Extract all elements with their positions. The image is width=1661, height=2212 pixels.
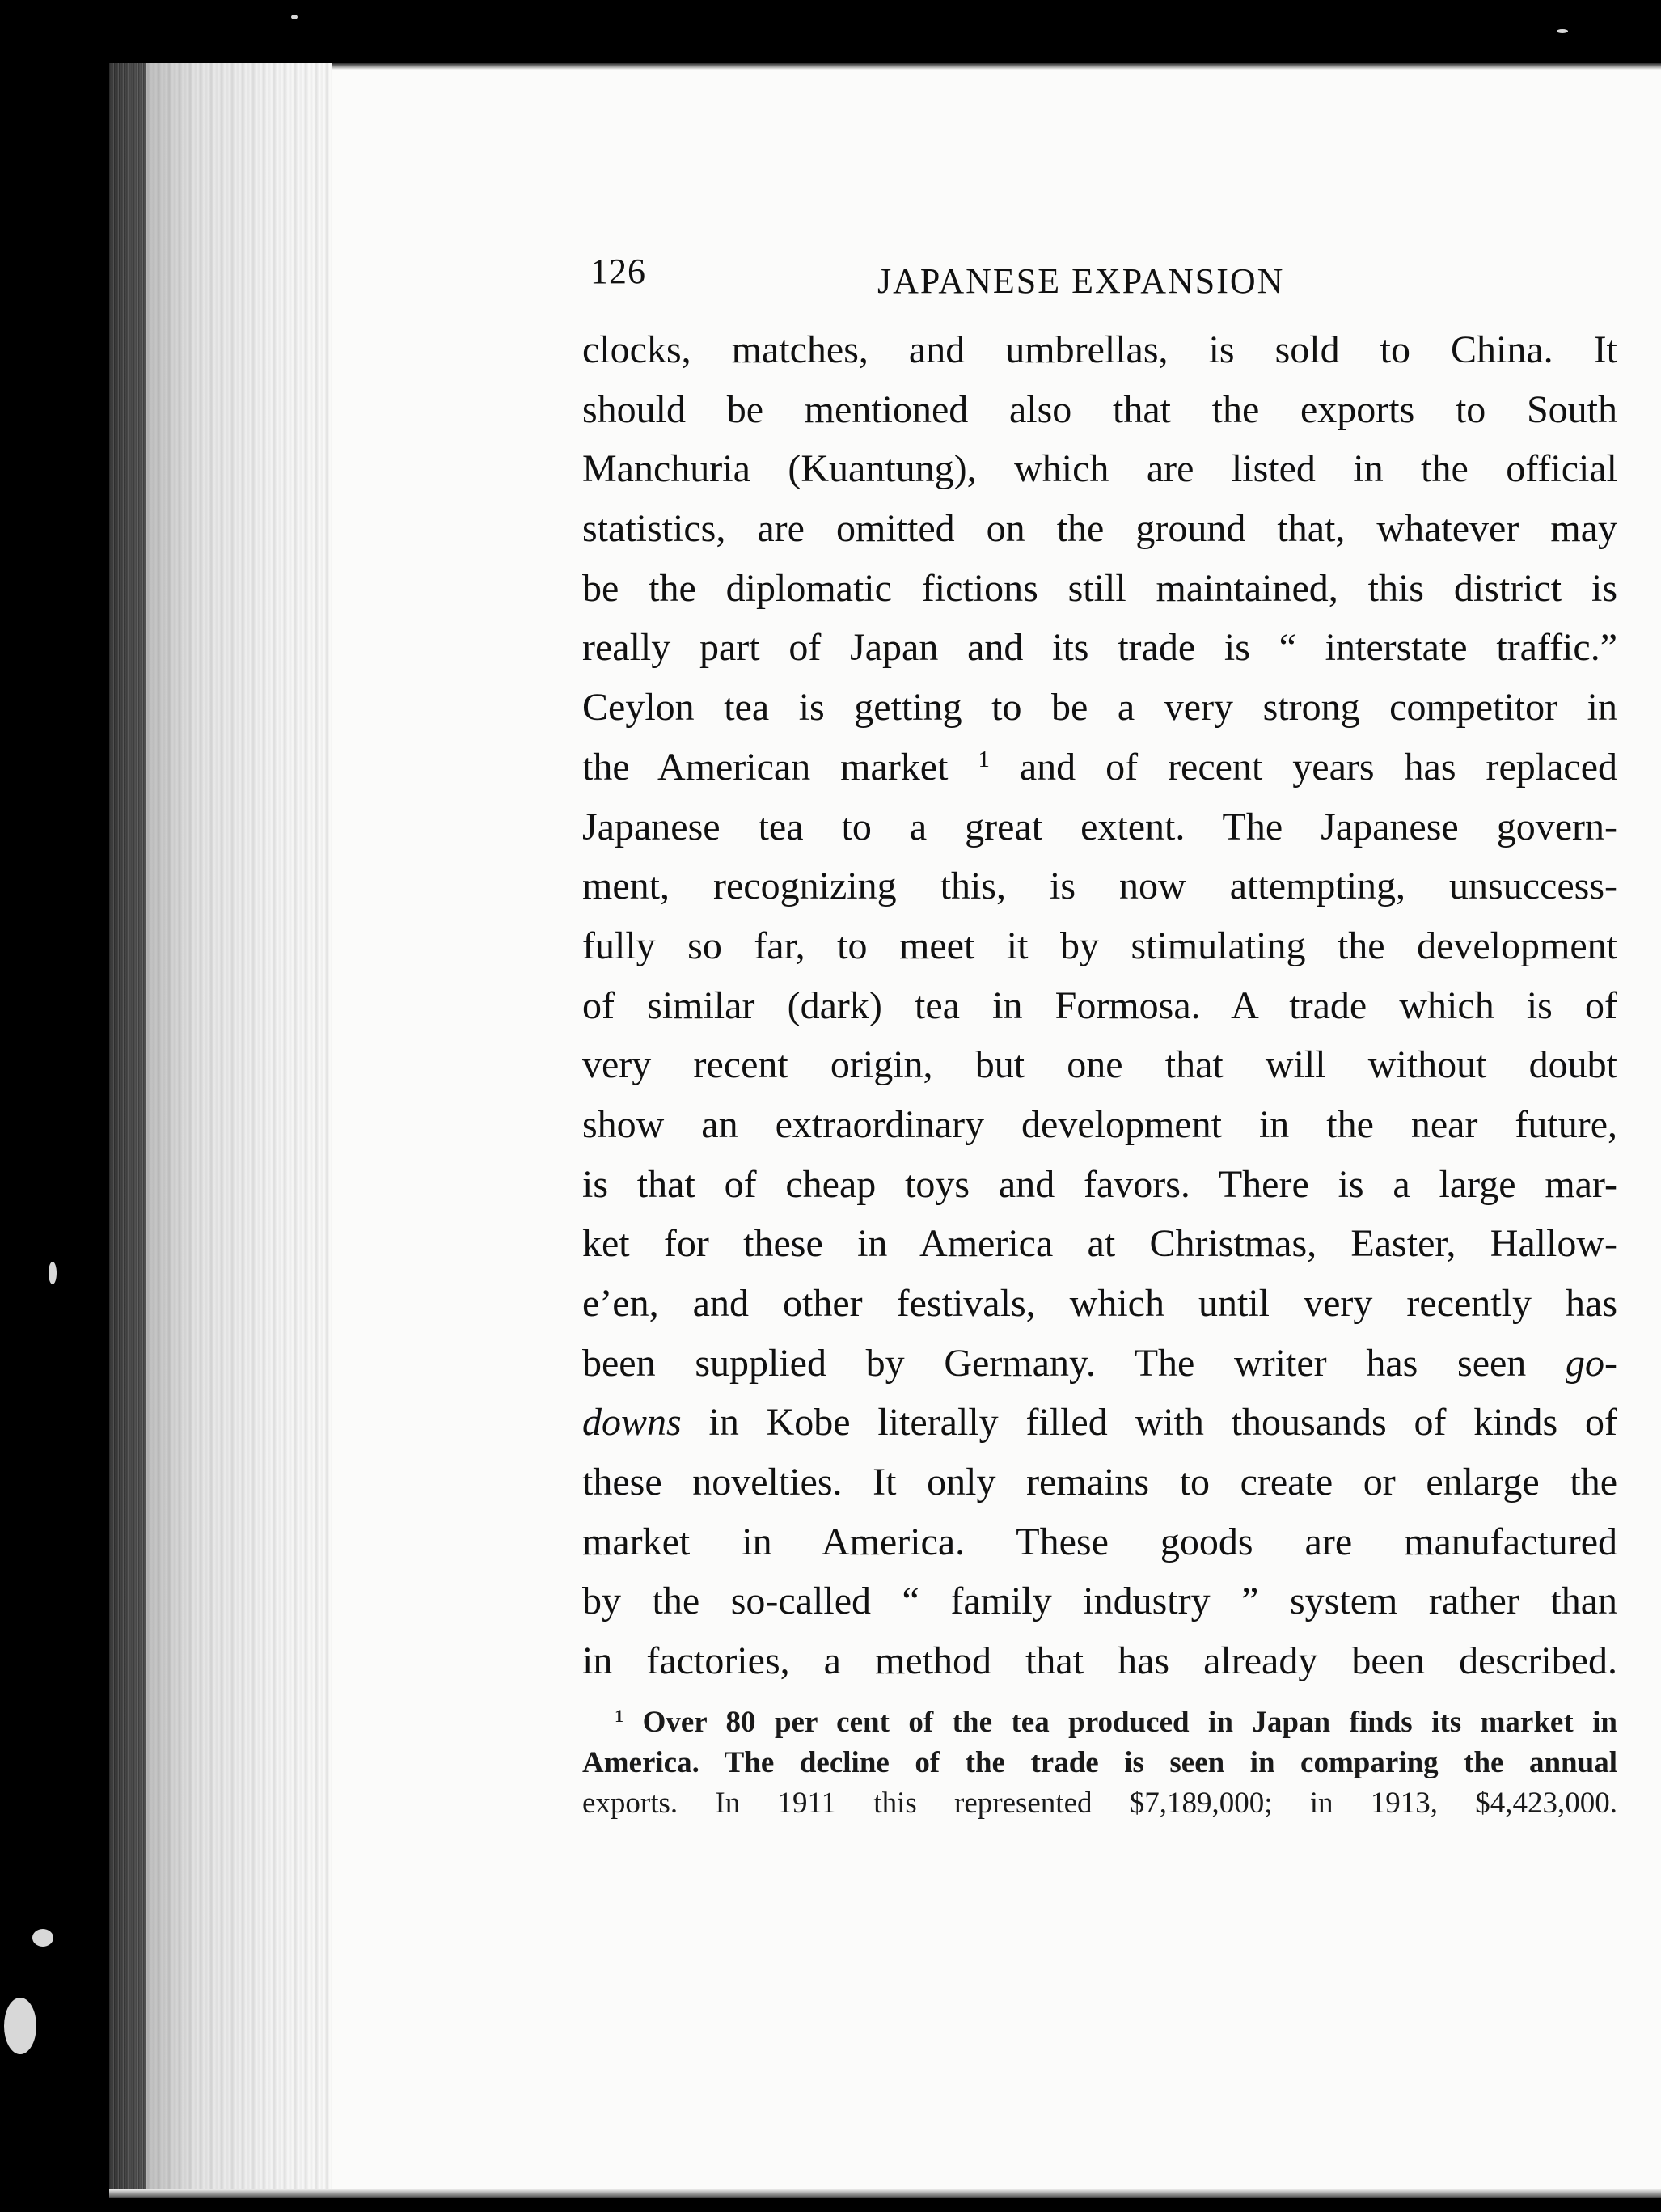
page-number: 126 [590,252,646,291]
body-text [582,320,1617,1691]
text-line: fully so far, to meet it by stimulating the development [582,924,1617,967]
italic-word: go- [1566,1341,1617,1385]
text-line: be the diplomatic fictions still maintained, this district is [582,566,1617,610]
footnote [582,1702,1617,1824]
page-top-edge [332,63,1661,70]
footnote-text: Over 80 per cent of the tea produced in Japan finds its market in [642,1705,1617,1739]
page-content [582,251,1617,1824]
text-line: Manchuria (Kuantung), which are listed in the official [582,447,1617,491]
text-line: market in America. These goods are manufactured [582,1520,1617,1563]
text-line [582,1334,1617,1394]
text-line: very recent origin, but one that will without doubt [582,1043,1617,1087]
text-line: should be mentioned also that the exports to South [582,387,1617,431]
text-line: these novelties. It only remains to create or enlarge the [582,1461,1617,1504]
running-title: JAPANESE EXPANSION [877,261,1285,301]
footnote-line [582,1702,1617,1743]
text-line: ket for these in America at Christmas, Easter, Hallow- [582,1222,1617,1266]
book-spine [109,63,146,2198]
text-line: statistics, are omitted on the ground that, whatever may [582,507,1617,551]
text-line [582,738,1617,797]
text-line: is that of cheap toys and favors. There is a large mar- [582,1162,1617,1206]
text-line: Japanese tea to a great extent. The Japanese govern- [582,805,1617,848]
text-fragment: been supplied by Germany. The writer has seen [582,1341,1527,1385]
text-line: really part of Japan and its trade is “ interstate traffic.” [582,626,1617,670]
text-line: in factories, a method that has already been described. [582,1639,1617,1683]
text-line: e’en, and other festivals, which until very recently has [582,1282,1617,1325]
footnote-line: exports. In 1911 this represented $7,189,000; in 1913, $4,423,000. [582,1786,1617,1820]
italic-word: downs [582,1401,682,1444]
text-fragment: and of recent years has replaced [1019,745,1618,789]
page-bottom-edge [109,2189,1661,2198]
footnote-line: America. The decline of the trade is seen in comparing the annual [582,1745,1617,1779]
text-line: clocks, matches, and umbrellas, is sold to China. It [582,328,1617,371]
text-line: Ceylon tea is getting to be a very strong competitor in [582,686,1617,730]
text-line [582,1393,1617,1453]
text-fragment: the American market [582,745,949,789]
text-line: ment, recognizing this, is now attempting, unsuccess- [582,865,1617,908]
text-line: show an extraordinary development in the near future, [582,1102,1617,1146]
text-line: of similar (dark) tea in Formosa. A trade which is of [582,983,1617,1027]
text-line: by the so-called “ family industry ” system rather than [582,1580,1617,1623]
running-head [582,251,1617,320]
footnote-marker: 1 [615,1705,624,1726]
footnote-reference: 1 [978,746,990,772]
text-fragment: in Kobe literally filled with thousands of kinds of [708,1401,1618,1444]
